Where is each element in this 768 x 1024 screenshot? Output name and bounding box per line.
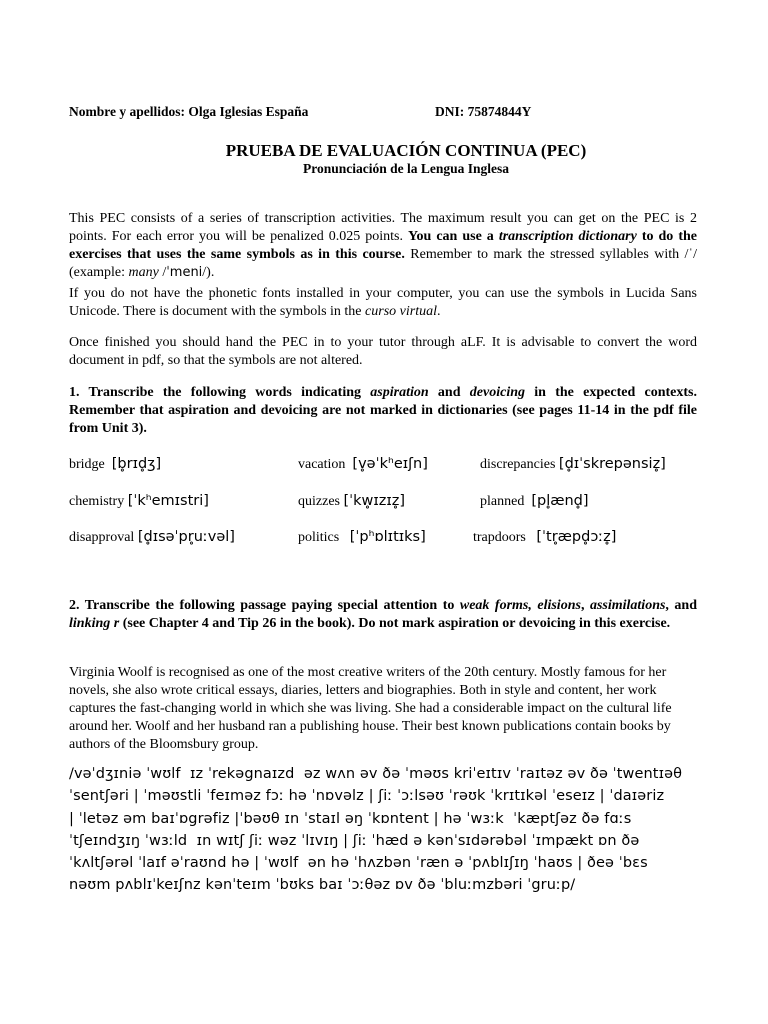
example-ipa: ˈmeni <box>166 265 203 280</box>
ex1-item <box>298 529 426 546</box>
ex2-italic: linking r <box>69 616 120 631</box>
ex1-transcription: [ˈtr̥æpd̥ɔːz̥] <box>536 529 617 545</box>
ex1-item <box>298 493 405 510</box>
intro-paragraph-2 <box>69 285 697 321</box>
example-word: many <box>128 265 159 280</box>
ex1-word: quizzes <box>298 494 340 509</box>
student-name: Nombre y apellidos: Olga Iglesias España <box>69 104 309 119</box>
ex1-item <box>69 456 161 473</box>
intro-text: /). <box>202 265 215 280</box>
ex1-word: discrepancies <box>480 457 556 472</box>
ex2-italic: assimilations <box>589 598 666 613</box>
transcription-line: ˈsentʃəri | ˈməʊstli ˈfeɪməz fɔː hə ˈnɒvəlz | ʃiː ˈɔːlsəʊ ˈrəʊk ˈkrɪtɪkəl ˈeseɪz | ˈdaɪəriz <box>69 788 665 805</box>
ex1-item <box>480 456 666 473</box>
ex1-item <box>473 529 616 546</box>
student-dni: DNI: 75874844Y <box>435 104 532 119</box>
ex2-italic: weak forms, elisions <box>459 598 581 613</box>
intro-text: Remember to mark the stressed syllables with /ˈ/ (example: <box>69 247 698 280</box>
document-title: PRUEBA DE EVALUACIÓN CONTINUA (PEC) <box>225 141 587 160</box>
intro-text: / <box>158 265 167 280</box>
ex1-italic: devoicing <box>469 385 525 400</box>
ex2-text: 2. Transcribe the following passage paying special attention to <box>69 598 460 613</box>
ex2-text: , and <box>665 598 697 613</box>
ex1-word: disapproval <box>69 530 135 545</box>
transcription-line: | ˈletəz əm baɪˈɒgrəfiz |ˈbəʊθ ɪn ˈstaɪl əŋ ˈkɒntent | hə ˈwɜːk ˈkæptʃəz ðə fɑːs <box>69 810 632 827</box>
exercise-1-instructions <box>69 384 697 438</box>
intro-text: . <box>436 304 441 319</box>
ex1-item <box>69 529 235 546</box>
exercise-2-instructions <box>69 597 697 633</box>
transcription-line: /vəˈdʒɪniə ˈwʊlf ɪz ˈrekəgnaɪzd əz wʌn əv ðə ˈməʊs kriˈeɪtɪv ˈraɪtəz əv ðə ˈtwentɪəθ <box>69 766 683 782</box>
ex1-item <box>480 493 589 510</box>
passage-text: Virginia Woolf is recognised as one of the most creative writers of the 20th century. Mostly famous for her novels, she also wrote critical essays, diaries, letters and biographies. Both in style and content, her work captures the fast-changing world in which she was living. She had a considerable impact on the cultural life around her. Woolf and her husband ran a publishing house. Their best known publications contain books by authors of the Bloomsbury group. <box>69 665 672 752</box>
intro-text: This PEC consists of a series of transcription activities. The maximum result you can get on the PEC is 2 points. For each error you will be penalized 0.025 points. <box>69 211 697 244</box>
document-subtitle: Pronunciación de la Lengua Inglesa <box>302 161 510 176</box>
ex1-italic: aspiration <box>370 385 429 400</box>
intro-bold-part: to do the exercises that uses the same symbols as in this course. <box>69 229 697 262</box>
ex1-word: planned <box>480 494 525 509</box>
intro-bold-italic-part: transcription dictionary <box>498 229 637 244</box>
ex1-transcription: [ˈpʰɒlɪtɪks] <box>349 529 426 545</box>
ex1-transcription: [v̥əˈkʰeɪʃn] <box>352 456 428 472</box>
ex1-transcription: [d̥ɪˈskrepənsiz̥] <box>558 456 666 472</box>
transcription-line: nəʊm pʌblɪˈkeɪʃnz kənˈteɪm ˈbʊks baɪ ˈɔːθəz ɒv ðə ˈbluːmzbəri ˈgruːp/ <box>69 877 576 894</box>
ex1-transcription: [b̥rɪd̥ʒ] <box>111 456 162 472</box>
ex1-item <box>69 493 209 510</box>
ex1-word: bridge <box>69 457 105 472</box>
transcription-line: ˈkʌltʃərəl ˈlaɪf əˈraʊnd hə | ˈwʊlf ən hə ˈhʌzbən ˈræn ə ˈpʌblɪʃɪŋ ˈhaʊs | ðeə ˈbɛs <box>69 855 648 872</box>
ex1-word: politics <box>298 530 340 545</box>
transcription-line: ˈtʃeɪndʒɪŋ ˈwɜːld ɪn wɪtʃ ʃiː wəz ˈlɪvɪŋ | ʃiː ˈhæd ə kənˈsɪdərəbəl ˈɪmpækt ɒn ðə <box>69 832 640 849</box>
ex2-text: (see Chapter 4 and Tip 26 in the book). Do not mark aspiration or devoicing in this exercise. <box>119 616 671 631</box>
ex1-item <box>298 456 428 473</box>
ex1-text: 1. Transcribe the following words indicating <box>69 385 371 400</box>
ex2-text: , <box>580 598 590 613</box>
ex1-transcription: [pl̥ænd̥] <box>531 493 589 509</box>
ex1-word: chemistry <box>69 494 125 509</box>
ex1-text: in the expected contexts. Remember that aspiration and devoicing are not marked in dictionaries (see pages 11-14 in the pdf file from Unit 3). <box>69 385 697 436</box>
curso-virtual-text: curso virtual <box>365 304 437 319</box>
ex1-transcription: [ˈkw̥ɪzɪz̥] <box>343 493 406 509</box>
student-header <box>69 104 532 120</box>
ex1-word: vacation <box>298 457 346 472</box>
intro-bold-part: You can use a <box>407 229 499 244</box>
passage-transcription <box>69 763 701 897</box>
intro-text: If you do not have the phonetic fonts installed in your computer, you can use the symbols in Lucida Sans Unicode. There is document with the symbols in the <box>69 286 697 319</box>
ex1-transcription: [d̥ɪsəˈpr̥uːvəl] <box>137 529 235 545</box>
intro-paragraph-3: Once finished you should hand the PEC in to your tutor through aLF. It is advisable to convert the word document in pdf, so that the symbols are not altered. <box>69 335 697 368</box>
ex1-text: and <box>428 385 470 400</box>
intro-paragraph-1 <box>69 210 697 282</box>
ex1-transcription: [ˈkʰemɪstri] <box>127 493 209 509</box>
ex1-word: trapdoors <box>473 530 526 545</box>
